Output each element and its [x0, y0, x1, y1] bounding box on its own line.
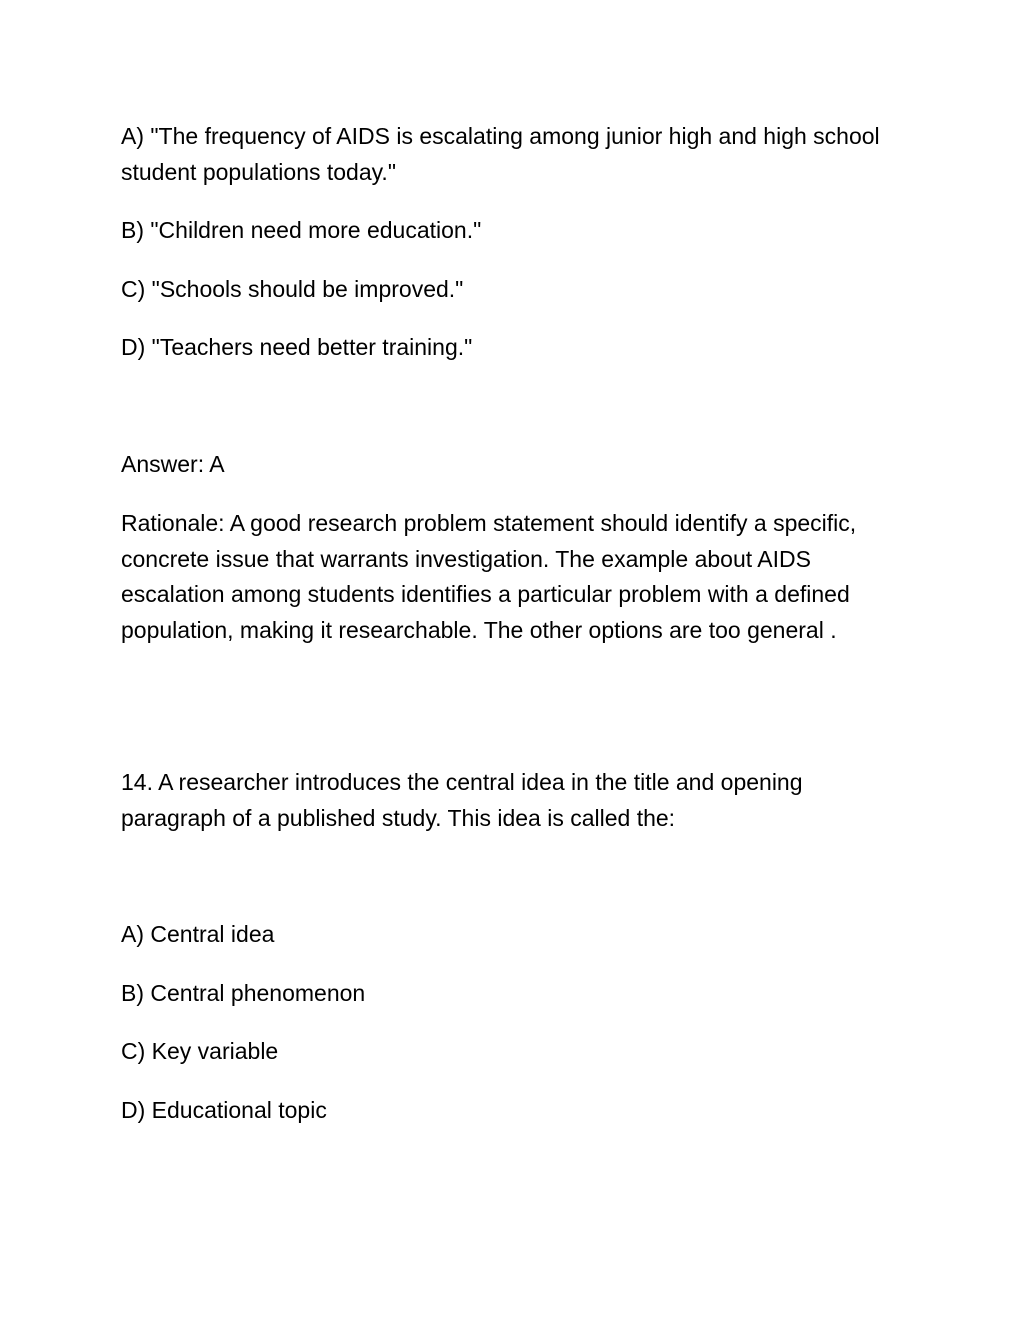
q14-question: 14. A researcher introduces the central idea in the title and opening paragraph of a published study. This idea is called the: — [121, 769, 803, 831]
q14-option-b: B) Central phenomenon — [121, 980, 366, 1006]
q13-option-d: D) "Teachers need better training." — [121, 334, 473, 360]
q14-option-d: D) Educational topic — [121, 1097, 327, 1123]
q13-option-b: B) "Children need more education." — [121, 217, 482, 243]
q14-option-a: A) Central idea — [121, 921, 275, 947]
q13-answer: Answer: A — [121, 451, 225, 477]
q13-rationale: Rationale: A good research problem statement should identify a specific, concrete issue that warrants investigation. The example about AIDS escalation among students identifies a particular problem with a defined population, making it researchable. The other options are too general . — [121, 510, 857, 643]
q14-option-c: C) Key variable — [121, 1038, 279, 1064]
q13-option-a: A) "The frequency of AIDS is escalating among junior high and high school student populations today." — [121, 123, 880, 185]
q13-option-c: C) "Schools should be improved." — [121, 276, 464, 302]
